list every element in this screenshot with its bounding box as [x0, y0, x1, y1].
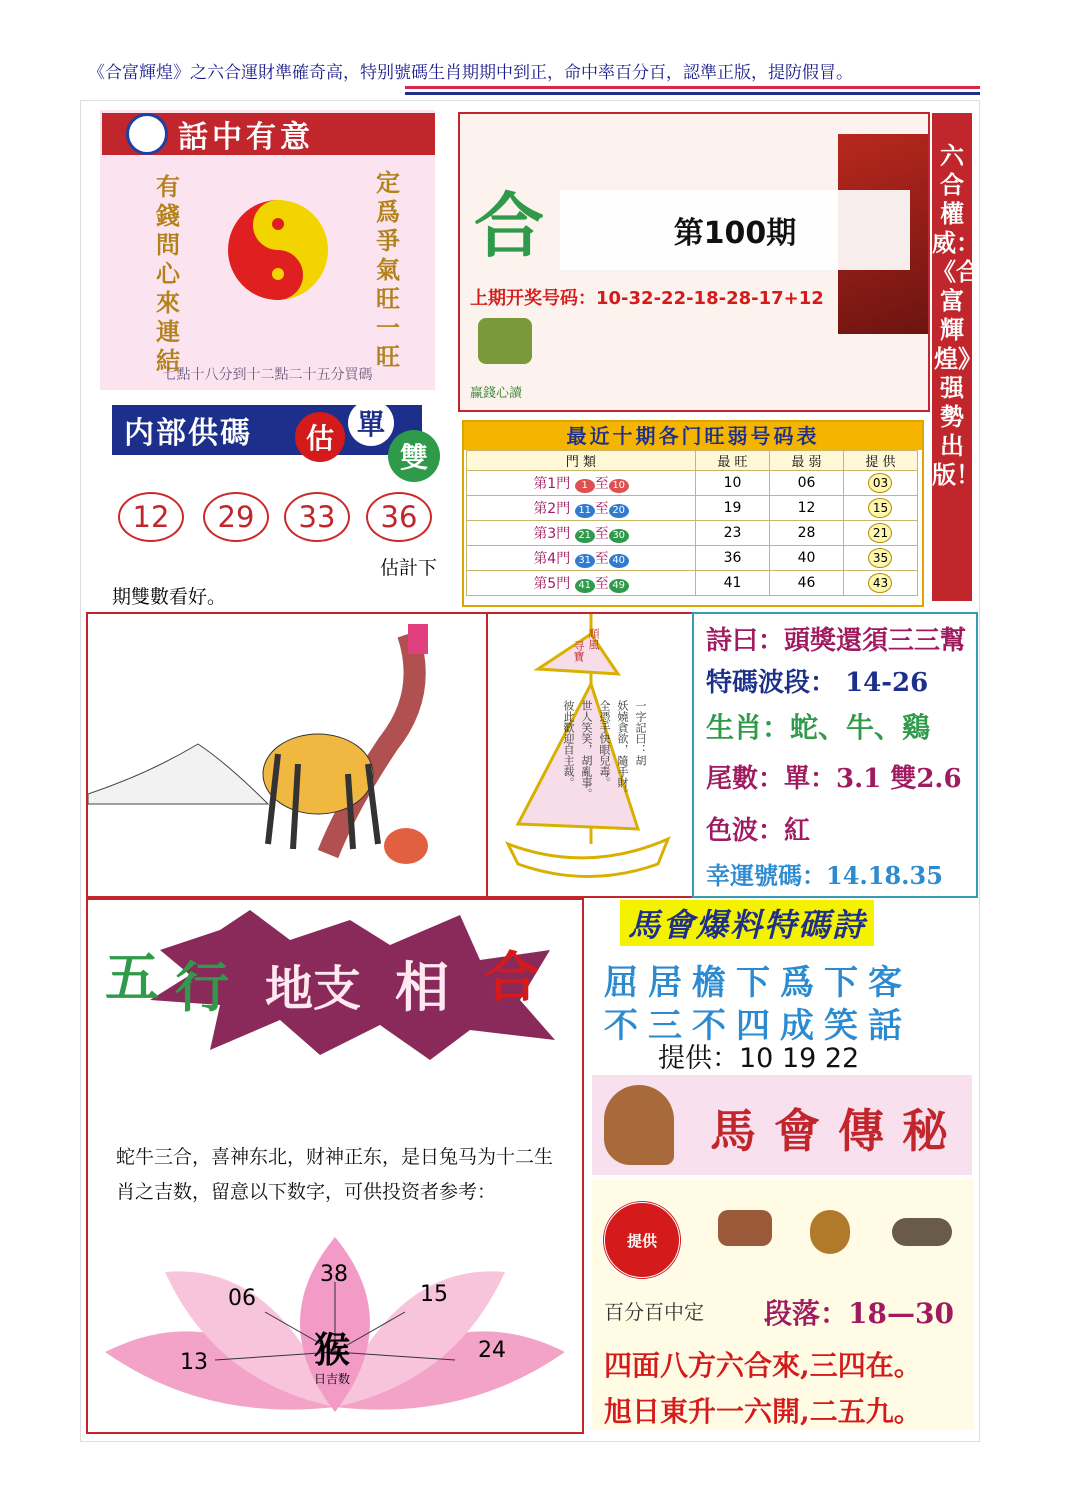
- range-from-badge: 1: [575, 479, 595, 493]
- rat-icon: [892, 1218, 952, 1246]
- tips-color-value: 紅: [784, 816, 811, 846]
- internal-title: 内部供碼: [124, 416, 252, 451]
- range-from-badge: 41: [575, 579, 595, 593]
- wuxing-body: 蛇牛三合，喜神东北，财神正东，是日兔马为十二生肖之吉数，留意以下数字，可供投资者参考：: [116, 1146, 554, 1203]
- table-header: 門 類: [467, 451, 696, 471]
- mhcm-title: 馬會傳秘: [710, 1104, 966, 1158]
- table-header: 提 供: [843, 451, 917, 471]
- hzyy-left-vertical: 有錢問心來連結: [156, 172, 180, 375]
- internal-note-1: 估計下: [380, 557, 438, 579]
- lotus-number-right: 24: [478, 1338, 506, 1363]
- side-banner: 六合權威：《合富輝煌》强勢出版！: [932, 113, 972, 601]
- table-row: [467, 471, 918, 496]
- horse-icon: [604, 1085, 674, 1165]
- mhbl-line-1: 屈居檐下爲下客: [604, 963, 912, 1003]
- min-cell: 06: [769, 471, 843, 496]
- number-ball: 36: [366, 492, 432, 542]
- max-cell: 10: [696, 471, 770, 496]
- provide-cell: 15: [843, 496, 917, 521]
- lotus-number-upright: 15: [420, 1282, 448, 1307]
- wuxing-char-3: 地支: [265, 961, 362, 1017]
- weak-strong-table: [462, 420, 924, 607]
- issue-number: 第100期: [560, 190, 910, 270]
- tips-tail-double: 雙2.6: [890, 764, 962, 794]
- sail-poem: [560, 700, 648, 810]
- door-cell: 第3門 21 至 30: [467, 521, 696, 546]
- mhcm-line-1: 四面八方六合來,三四在。: [604, 1349, 922, 1382]
- sail-flag: 順風: [587, 628, 600, 650]
- range-from-badge: 11: [575, 504, 595, 518]
- min-cell: 12: [769, 496, 843, 521]
- number-ball: 12: [118, 492, 184, 542]
- range-to-badge: 49: [609, 579, 629, 593]
- tips-zodiac-label: 生肖：: [706, 711, 791, 744]
- sail-line: 世人笑笑，胡亂事。: [580, 700, 593, 799]
- last-draw: 上期开奖号码：10-32-22-18-28-17+12: [470, 288, 824, 309]
- tips-zodiac: [706, 706, 930, 746]
- door-cell: 第2門 11 至 20: [467, 496, 696, 521]
- mhbl-title: 馬會爆料特碼詩: [620, 900, 874, 946]
- wuxing-char-1: 五: [105, 945, 159, 1009]
- tips-poem: 詩曰：頭獎還須三三幫: [706, 626, 967, 656]
- internal-note-2: 期雙數看好。: [112, 586, 227, 608]
- max-cell: 36: [696, 546, 770, 571]
- range-to-badge: 10: [609, 479, 629, 493]
- table-title: 最近十期各门旺弱号码表: [464, 422, 922, 450]
- range-to-badge: 40: [609, 554, 629, 568]
- monkey-icon: [810, 1210, 850, 1254]
- stripe-blue: [405, 92, 980, 95]
- badge-gu: 估: [295, 412, 345, 462]
- range-from-badge: 21: [575, 529, 595, 543]
- wuxing-char-5: 合: [485, 945, 539, 1009]
- money-hand-icon: [478, 318, 532, 364]
- table-row: [467, 496, 918, 521]
- header-box: 合: [458, 112, 930, 412]
- sail-flag-2: 寻寶: [572, 640, 585, 662]
- top-notice: 《合富輝煌》之六合運財準確奇高，特别號碼生肖期期中到正，命中率百分百，認準正版，提防假冒。: [88, 63, 853, 83]
- lotus-center: 猴: [314, 1329, 351, 1371]
- buy-time: 七點十八分到十二點二十五分買碼: [162, 367, 373, 383]
- provide-cell: 35: [843, 546, 917, 571]
- logo-icon: [126, 113, 168, 155]
- lotus-number-upleft: 06: [228, 1286, 256, 1311]
- tips-tail: [706, 758, 962, 795]
- min-cell: 46: [769, 571, 843, 596]
- mhcm-banner: [592, 1075, 972, 1175]
- badge-shuang: 雙: [388, 430, 440, 482]
- stripe-red: [405, 86, 980, 89]
- sail-line: 一字記曰：胡: [634, 700, 647, 766]
- icon-caption: 赢錢心讀: [470, 386, 523, 401]
- mhcm-line-2: 旭日東升一六開,二五九。: [604, 1395, 922, 1428]
- tips-color-label: 色波：: [706, 816, 785, 846]
- table: [466, 450, 918, 596]
- range-from-badge: 31: [575, 554, 595, 568]
- mhbl-line-2: 不三不四成笑話: [604, 1006, 912, 1046]
- tips-lucky-value: 14.18.35: [826, 861, 943, 890]
- mhcm-range: 段落：18—30: [764, 1297, 954, 1330]
- wuxing-char-4: 相: [395, 955, 449, 1019]
- tips-band-label: 特碼波段：: [706, 668, 837, 698]
- yinyang-icon: [228, 200, 328, 300]
- badge-dan: 單: [348, 400, 394, 446]
- door-cell: 第4門 31 至 40: [467, 546, 696, 571]
- min-cell: 28: [769, 521, 843, 546]
- table-header: 最 弱: [769, 451, 843, 471]
- tips-tail-label: 尾數：: [706, 764, 785, 794]
- min-cell: 40: [769, 546, 843, 571]
- table-row: [467, 521, 918, 546]
- number-ball: 33: [284, 492, 350, 542]
- tips-zodiac-value: 蛇、牛、鷄: [790, 711, 931, 744]
- max-cell: 41: [696, 571, 770, 596]
- hzyy-title: 話中有意: [178, 120, 314, 155]
- cow-icon: [718, 1210, 772, 1246]
- provide-cell: 43: [843, 571, 917, 596]
- lotus-number-top: 38: [320, 1262, 348, 1287]
- table-header: 最 旺: [696, 451, 770, 471]
- mhcm-sure: 百分百中定: [604, 1300, 704, 1324]
- tips-tail-single: 單：3.1: [784, 764, 882, 794]
- tips-lucky-label: 幸運號碼：: [706, 861, 826, 890]
- range-to-badge: 20: [609, 504, 629, 518]
- tips-color: [706, 810, 810, 847]
- max-cell: 19: [696, 496, 770, 521]
- range-to-badge: 30: [609, 529, 629, 543]
- tips-band-value: 14-26: [845, 668, 929, 698]
- tips-band: [706, 662, 928, 699]
- lotus-number-left: 13: [180, 1350, 208, 1375]
- wuxing-char-2: 行: [175, 955, 229, 1019]
- table-row: [467, 546, 918, 571]
- door-cell: 第5門 41 至 49: [467, 571, 696, 596]
- mhbl-provide: 提供：10 19 22: [658, 1043, 860, 1074]
- door-cell: 第1門 1 至 10: [467, 471, 696, 496]
- table-row: [467, 571, 918, 596]
- tips-lucky: [706, 856, 943, 891]
- tiger-illustration: [88, 614, 488, 896]
- number-ball: 29: [203, 492, 269, 542]
- provide-cell: 03: [843, 471, 917, 496]
- sail-line: 妖嬈貪欲，隨手財。: [616, 700, 629, 799]
- lotus-center-sub: 日吉数: [314, 1372, 351, 1386]
- sail-line: 彼此歡迎自主裁。: [562, 700, 575, 788]
- tiger-panel: [86, 612, 490, 898]
- hzyy-title-bar: [102, 113, 435, 155]
- hzyy-right-vertical: 定爲爭氣旺一旺: [376, 168, 400, 371]
- provide-stamp: 提供: [602, 1200, 682, 1280]
- max-cell: 23: [696, 521, 770, 546]
- provide-cell: 21: [843, 521, 917, 546]
- sail-line: 全憑手快眼兒毒。: [598, 700, 611, 788]
